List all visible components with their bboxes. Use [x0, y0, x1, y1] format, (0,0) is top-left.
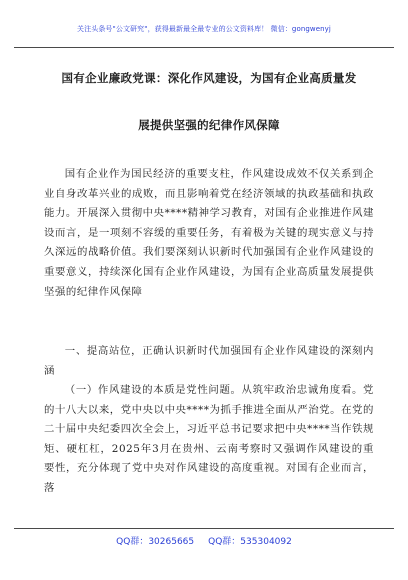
page-header: [0, 0, 408, 48]
page-footer: [0, 534, 408, 547]
document-title-line-2: 展提供坚强的纪律作风保障: [138, 118, 280, 132]
body-paragraph-intro: 国有企业作为国民经济的重要支柱，作风建设成效不仅关系到企业自身改革兴业的成败，而且影响着党在经济领域的执政基础和执政能力。开展深入贯彻中央****精神学习教育，对国有企业推进作风建设而言，是一项刻不容缓的重要任务，有着极为关键的现实意义与持久深远的战略价值。我们要深刻认识新时代加强国有企业作风建设的重要意义，持续深化国有企业作风建设，为国有企业高质量发展提供坚强的纪律作风保障: [44, 168, 374, 298]
header-promo-text: 关注头条号"公文研究"，获得最新最全最专业的公文资料库！ 微信：gongwenyj: [77, 25, 331, 33]
footer-divider: [14, 528, 394, 529]
header-divider: [14, 47, 394, 48]
section-heading-1: 一、提高站位，正确认识新时代加强国有企业作风建设的深刻内涵: [44, 345, 374, 377]
footer-qq-group-2: QQ群：535304092: [208, 537, 292, 547]
document-title-line-1: 国有企业廉政党课：深化作风建设，为国有企业高质量发: [61, 71, 357, 85]
footer-qq-group-1: QQ群：30265665: [116, 537, 195, 547]
body-paragraph-subsection-1: （一）作风建设的本质是党性问题。从筑牢政治忠诚角度看。党的十八大以来，党中央以中央****为抓手推进全面从严治党。在党的二十届中央纪委四次全会上，习近平总书记要求把中央****当作铁规矩、硬杠杠，2025年3月在贵州、云南考察时又强调作风建设的重要性，充分体现了党中央对作风建设的高度重视。对国有企业而言，落: [44, 384, 374, 494]
